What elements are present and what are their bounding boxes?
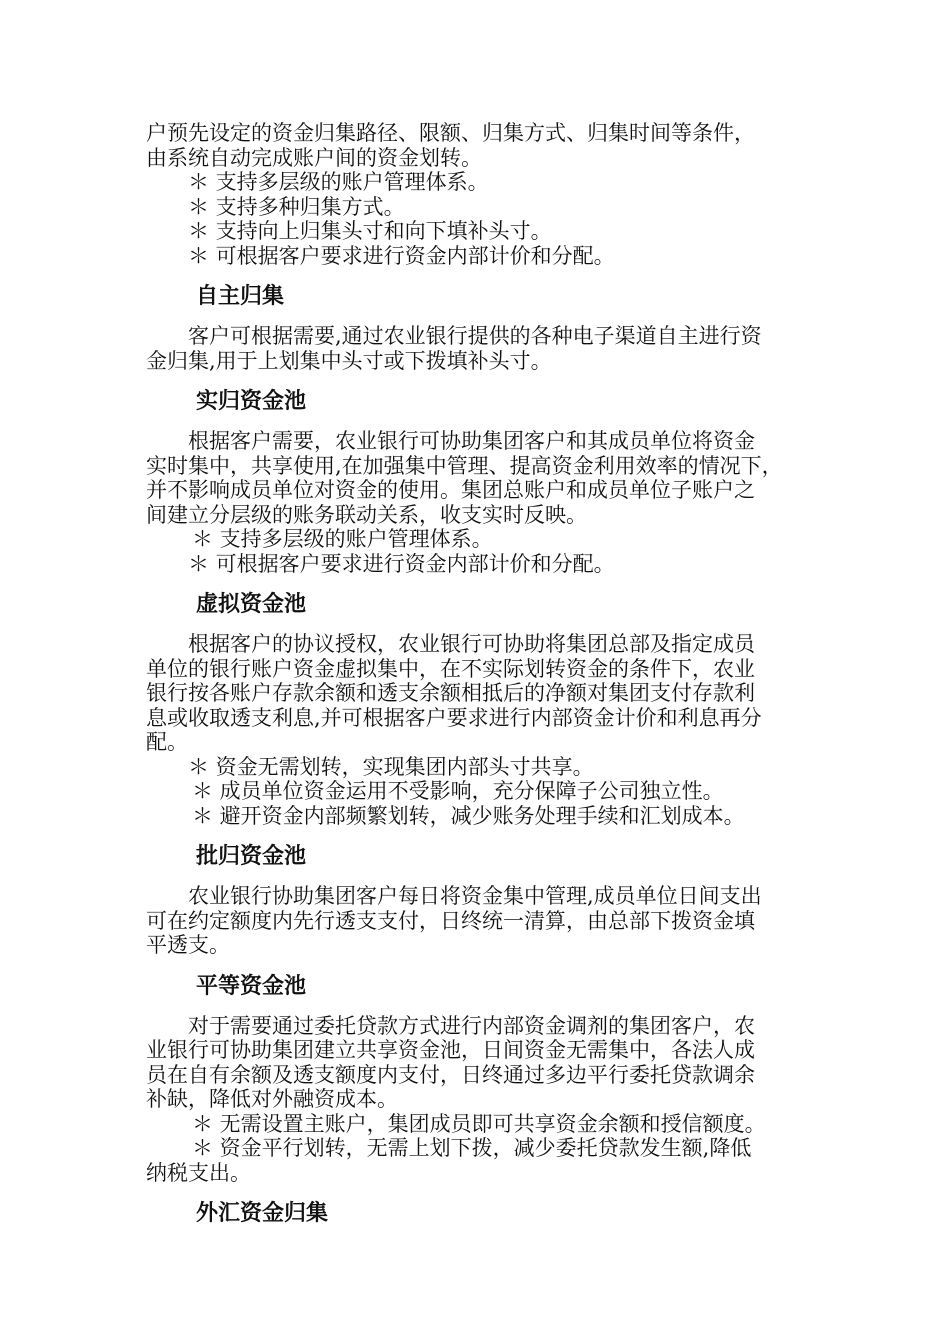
- paragraph-line: 对于需要通过委托贷款方式进行内部资金调剂的集团客户，农: [188, 1013, 755, 1038]
- bullet-item: ＊ 资金无需划转，实现集团内部头寸共享。: [188, 754, 594, 779]
- document-page: [146, 121, 810, 1229]
- paragraph-line: 并不影响成员单位对资金的使用。集团总账户和成员单位子账户之: [146, 478, 755, 502]
- paragraph-line: 员在自有余额及透支额度内支付，日终通过多边平行委托贷款调余: [146, 1062, 755, 1087]
- section-heading: 批归资金池: [196, 844, 307, 869]
- intro-block: [146, 121, 810, 268]
- section-heading: 虚拟资金池: [196, 592, 307, 617]
- paragraph-line: 可在约定额度内先行透支支付，日终统一清算，由总部下拨资金填: [146, 908, 755, 933]
- paragraph-line: 银行按各账户存款余额和透支余额相抵后的净额对集团支付存款利: [146, 681, 755, 705]
- paragraph-line: 根据客户需要，农业银行可协助集团客户和其成员单位将资金: [188, 429, 755, 453]
- paragraph-line: 补缺，降低对外融资成本。: [146, 1087, 398, 1111]
- bullet-item: ＊ 无需设置主账户，集团成员即可共享资金余额和授信额度。: [192, 1111, 766, 1136]
- bullet-item: ＊ 支持多种归集方式。: [188, 194, 405, 219]
- bullet-item: ＊ 可根据客户要求进行资金内部计价和分配。: [188, 551, 615, 576]
- paragraph-line: 单位的银行账户资金虚拟集中，在不实际划转资金的条件下，农业: [146, 656, 755, 681]
- bullet-item: ＊ 支持多层级的账户管理体系。: [192, 527, 493, 551]
- paragraph-line: 配。: [146, 730, 188, 754]
- paragraph-line: 由系统自动完成账户间的资金划转。: [146, 145, 482, 170]
- bullet-item: ＊ 资金平行划转，无需上划下拨，减少委托贷款发生额,降低: [192, 1136, 752, 1160]
- bullet-item: ＊ 支持向上归集头寸和向下填补头寸。: [188, 219, 552, 243]
- section-heading: 平等资金池: [196, 973, 307, 999]
- section-heading: 外汇资金归集: [196, 1201, 329, 1226]
- paragraph-line: 客户可根据需要,通过农业银行提供的各种电子渠道自主进行资: [188, 324, 762, 348]
- paragraph-line: 农业银行协助集团客户每日将资金集中管理,成员单位日间支出: [188, 884, 762, 908]
- paragraph-line: 业银行可协助集团建立共享资金池，日间资金无需集中，各法人成: [146, 1038, 755, 1062]
- paragraph-line: 户预先设定的资金归集路径、限额、归集方式、归集时间等条件，: [146, 121, 755, 145]
- bullet-item: ＊ 成员单位资金运用不受影响，充分保障子公司独立性。: [192, 779, 724, 803]
- paragraph-line: 平透支。: [146, 933, 230, 957]
- paragraph-line: 实时集中，共享使用,在加强集中管理、提高资金利用效率的情况下，: [146, 453, 783, 478]
- section-heading: 自主归集: [196, 284, 285, 309]
- bullet-item: ＊ 支持多层级的账户管理体系。: [188, 170, 489, 194]
- paragraph-line: 根据客户的协议授权，农业银行可协助将集团总部及指定成员: [188, 632, 755, 656]
- paragraph-line: 息或收取透支利息,并可根据客户要求进行内部资金计价和利息再分: [146, 705, 762, 730]
- paragraph-line: 间建立分层级的账务联动关系，收支实时反映。: [146, 502, 587, 527]
- paragraph-line: 纳税支出。: [146, 1160, 251, 1185]
- bullet-item: ＊ 可根据客户要求进行资金内部计价和分配。: [188, 243, 615, 268]
- paragraph-line: 金归集,用于上划集中头寸或下拨填补头寸。: [146, 348, 552, 373]
- bullet-item: ＊ 避开资金内部频繁划转，减少账务处理手续和汇划成本。: [192, 803, 745, 828]
- section-heading: 实归资金池: [196, 389, 307, 414]
